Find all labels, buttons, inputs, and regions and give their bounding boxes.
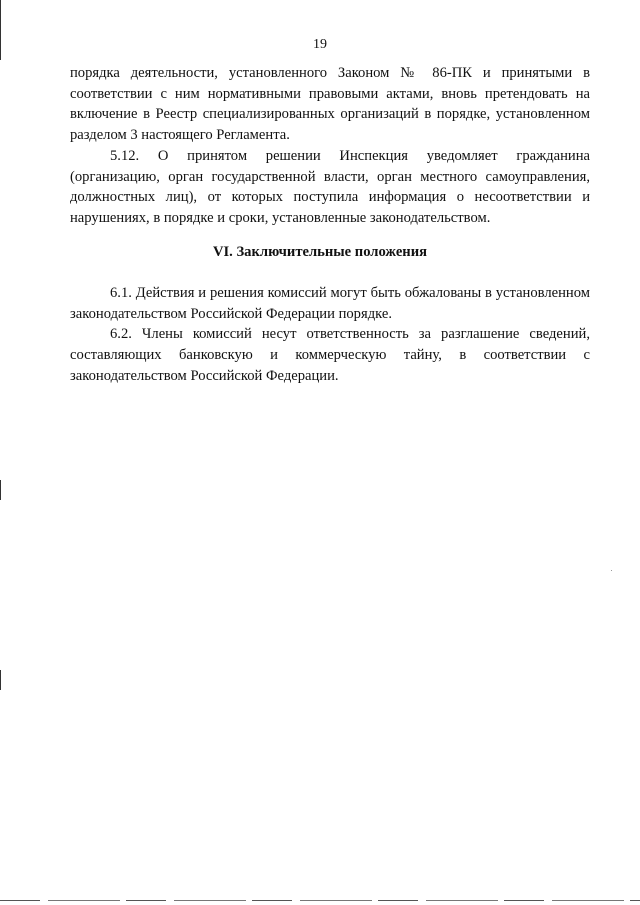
scan-speck <box>611 570 612 571</box>
page-number: 19 <box>313 37 327 52</box>
paragraph-5-12: 5.12. О принятом решении Инспекция уведомляет гражданина (организацию, орган государственной власти, орган местного самоуправления, должностных лиц), от которых поступила информация о несоответствии и нарушениях, в порядке и сроки, установленные законодательством. <box>70 147 590 226</box>
text-block-top <box>70 63 590 229</box>
paragraph-6-1: 6.1. Действия и решения комиссий могут быть обжалованы в установленном законодательством Российской Федерации порядке. <box>70 285 590 322</box>
scan-bottom-edge <box>0 900 640 901</box>
scan-edge-mark <box>0 670 1 690</box>
section-heading: VI. Заключительные положения <box>212 244 428 260</box>
paragraph-continuation: порядка деятельности, установленного Законом № 86-ПК и принятыми в соответствии с ним нормативными правовыми актами, вновь претендовать на включение в Реестр специализированных организаций в порядке, установленном разделом 3 настоящего Регламента. <box>70 65 590 144</box>
scan-edge-mark <box>0 480 1 500</box>
text-block-bottom <box>70 283 590 387</box>
paragraph-6-2: 6.2. Члены комиссий несут ответственность за разглашение сведений, составляющих банковскую и коммерческую тайну, в соответствии с законодательством Российской Федерации. <box>70 326 590 384</box>
